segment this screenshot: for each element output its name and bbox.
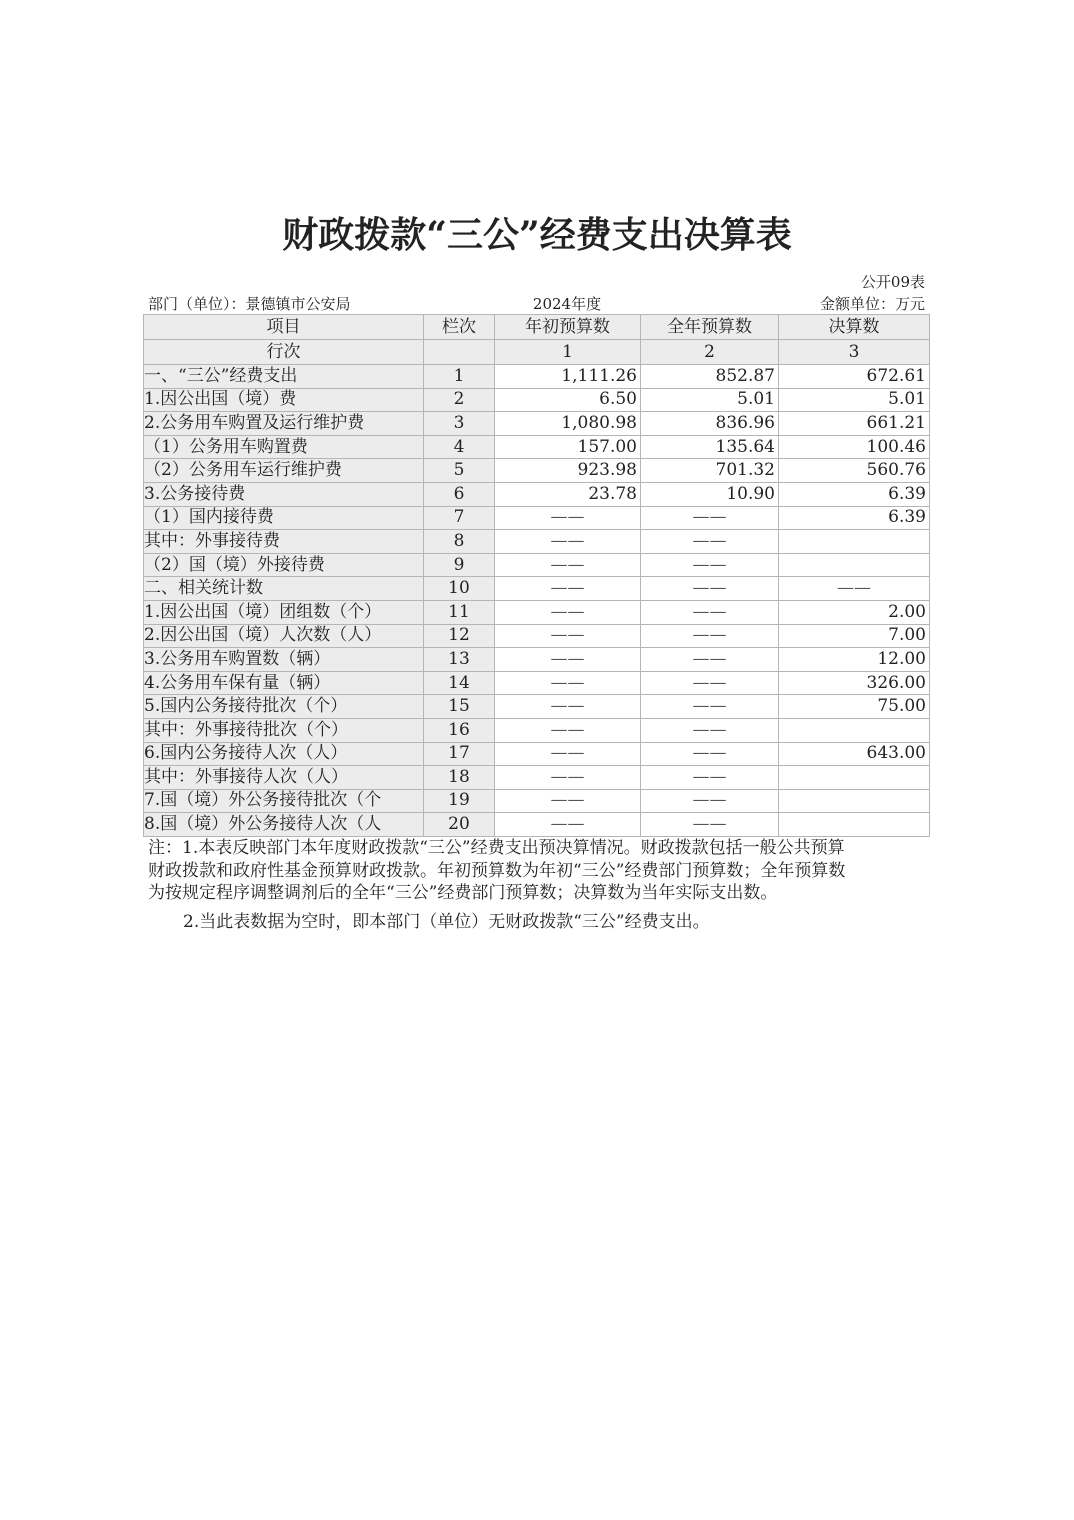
final-accounts-value: 5.01 — [779, 388, 930, 412]
notes — [148, 837, 845, 905]
full-year-budget-value: —— — [641, 624, 779, 648]
initial-budget-value: 923.98 — [495, 459, 641, 483]
row-number: 1 — [424, 365, 495, 389]
full-year-budget-value: —— — [641, 813, 779, 837]
row-number: 12 — [424, 624, 495, 648]
initial-budget-value: —— — [495, 624, 641, 648]
column-number-2: 2 — [641, 340, 779, 365]
final-accounts-value: 326.00 — [779, 671, 930, 695]
row-number: 4 — [424, 435, 495, 459]
full-year-budget-value: 852.87 — [641, 365, 779, 389]
row-number: 6 — [424, 482, 495, 506]
table-row — [144, 412, 930, 436]
full-year-budget-value: —— — [641, 506, 779, 530]
row-number: 17 — [424, 742, 495, 766]
row-number: 19 — [424, 789, 495, 813]
final-accounts-value — [779, 553, 930, 577]
row-item-label: 一、“三公”经费支出 — [144, 365, 424, 389]
row-number: 18 — [424, 766, 495, 790]
note-line: 为按规定程序调整调剂后的全年“三公”经费部门预算数；决算数为当年实际支出数。 — [148, 883, 778, 903]
row-number: 14 — [424, 671, 495, 695]
row-item-label: 4.公务用车保有量（辆） — [144, 671, 424, 695]
initial-budget-value: 1,111.26 — [495, 365, 641, 389]
full-year-budget-value: —— — [641, 577, 779, 601]
row-number: 11 — [424, 600, 495, 624]
department-label: 部门（单位）：景德镇市公安局 — [148, 295, 351, 313]
row-item-label: 其中：外事接待人次（人） — [144, 766, 424, 790]
final-accounts-value — [779, 813, 930, 837]
final-accounts-value: 12.00 — [779, 648, 930, 672]
row-item-label: 6.国内公务接待人次（人） — [144, 742, 424, 766]
table-row — [144, 695, 930, 719]
row-item-label: （2）国（境）外接待费 — [144, 553, 424, 577]
row-number: 7 — [424, 506, 495, 530]
header-item: 项目 — [144, 315, 424, 340]
table-row — [144, 671, 930, 695]
initial-budget-value: —— — [495, 789, 641, 813]
column-number-3: 3 — [779, 340, 930, 365]
table-body — [144, 365, 930, 837]
row-number: 5 — [424, 459, 495, 483]
full-year-budget-value: —— — [641, 648, 779, 672]
note-line: 财政拨款和政府性基金预算财政拨款。年初预算数为年初“三公”经费部门预算数；全年预算数 — [148, 860, 846, 881]
full-year-budget-value: —— — [641, 600, 779, 624]
note-line: 注：1.本表反映部门本年度财政拨款“三公”经费支出预决算情况。财政拨款包括一般公共预算 — [148, 838, 845, 858]
final-accounts-value — [779, 718, 930, 742]
row-number: 20 — [424, 813, 495, 837]
full-year-budget-value: 836.96 — [641, 412, 779, 436]
final-accounts-value: 7.00 — [779, 624, 930, 648]
table-row — [144, 459, 930, 483]
table-row — [144, 553, 930, 577]
initial-budget-value: —— — [495, 577, 641, 601]
row-item-label: 2.公务用车购置及运行维护费 — [144, 412, 424, 436]
initial-budget-value: —— — [495, 813, 641, 837]
table-row — [144, 388, 930, 412]
full-year-budget-value: —— — [641, 671, 779, 695]
initial-budget-value: 6.50 — [495, 388, 641, 412]
note-2: 2.当此表数据为空时，即本部门（单位）无财政拨款“三公”经费支出。 — [183, 912, 710, 932]
header-full-year-budget: 全年预算数 — [641, 315, 779, 340]
full-year-budget-value: —— — [641, 742, 779, 766]
table-row — [144, 506, 930, 530]
initial-budget-value: 1,080.98 — [495, 412, 641, 436]
initial-budget-value: —— — [495, 530, 641, 554]
full-year-budget-value: —— — [641, 766, 779, 790]
header-index-row — [144, 340, 930, 365]
table-header — [144, 315, 930, 365]
header-row — [144, 315, 930, 340]
row-item-label: 其中：外事接待费 — [144, 530, 424, 554]
row-index-label: 行次 — [144, 340, 424, 365]
row-index-blank — [424, 340, 495, 365]
table-row — [144, 624, 930, 648]
header-column-number: 栏次 — [424, 315, 495, 340]
final-accounts-value: 6.39 — [779, 482, 930, 506]
full-year-budget-value: —— — [641, 695, 779, 719]
row-item-label: 8.国（境）外公务接待人次（人 — [144, 813, 424, 837]
initial-budget-value: —— — [495, 718, 641, 742]
final-accounts-value — [779, 530, 930, 554]
expenditure-table — [143, 314, 930, 837]
row-number: 10 — [424, 577, 495, 601]
full-year-budget-value: 701.32 — [641, 459, 779, 483]
row-item-label: 3.公务用车购置数（辆） — [144, 648, 424, 672]
full-year-budget-value: 135.64 — [641, 435, 779, 459]
final-accounts-value: 560.76 — [779, 459, 930, 483]
row-item-label: 1.因公出国（境）费 — [144, 388, 424, 412]
row-number: 8 — [424, 530, 495, 554]
table-row — [144, 482, 930, 506]
row-number: 15 — [424, 695, 495, 719]
row-number: 13 — [424, 648, 495, 672]
initial-budget-value: —— — [495, 553, 641, 577]
initial-budget-value: 23.78 — [495, 482, 641, 506]
final-accounts-value: 6.39 — [779, 506, 930, 530]
header-initial-budget: 年初预算数 — [495, 315, 641, 340]
row-item-label: 5.国内公务接待批次（个） — [144, 695, 424, 719]
table-row — [144, 577, 930, 601]
row-item-label: 其中：外事接待批次（个） — [144, 718, 424, 742]
header-final-accounts: 决算数 — [779, 315, 930, 340]
final-accounts-value: 661.21 — [779, 412, 930, 436]
initial-budget-value: 157.00 — [495, 435, 641, 459]
row-item-label: 二、相关统计数 — [144, 577, 424, 601]
full-year-budget-value: 10.90 — [641, 482, 779, 506]
table-row — [144, 365, 930, 389]
full-year-budget-value: —— — [641, 553, 779, 577]
amount-unit: 金额单位：万元 — [819, 295, 925, 313]
row-item-label: （2）公务用车运行维护费 — [144, 459, 424, 483]
final-accounts-value: 75.00 — [779, 695, 930, 719]
initial-budget-value: —— — [495, 742, 641, 766]
row-item-label: （1）公务用车购置费 — [144, 435, 424, 459]
table-row — [144, 766, 930, 790]
fiscal-year: 2024年度 — [532, 295, 602, 313]
row-number: 9 — [424, 553, 495, 577]
form-number: 公开09表 — [860, 273, 925, 291]
final-accounts-value: 672.61 — [779, 365, 930, 389]
initial-budget-value: —— — [495, 648, 641, 672]
full-year-budget-value: —— — [641, 530, 779, 554]
initial-budget-value: —— — [495, 766, 641, 790]
final-accounts-value: 643.00 — [779, 742, 930, 766]
column-number-1: 1 — [495, 340, 641, 365]
table-row — [144, 813, 930, 837]
row-item-label: 2.因公出国（境）人次数（人） — [144, 624, 424, 648]
initial-budget-value: —— — [495, 695, 641, 719]
table-row — [144, 648, 930, 672]
row-item-label: 7.国（境）外公务接待批次（个 — [144, 789, 424, 813]
row-item-label: （1）国内接待费 — [144, 506, 424, 530]
row-number: 16 — [424, 718, 495, 742]
page-title: 财政拨款“三公”经费支出决算表 — [282, 214, 792, 256]
final-accounts-value — [779, 766, 930, 790]
table-row — [144, 600, 930, 624]
row-item-label: 3.公务接待费 — [144, 482, 424, 506]
final-accounts-value: 2.00 — [779, 600, 930, 624]
row-item-label: 1.因公出国（境）团组数（个） — [144, 600, 424, 624]
table-row — [144, 718, 930, 742]
row-number: 3 — [424, 412, 495, 436]
table-row — [144, 435, 930, 459]
initial-budget-value: —— — [495, 506, 641, 530]
table-row — [144, 530, 930, 554]
table-row — [144, 742, 930, 766]
row-number: 2 — [424, 388, 495, 412]
initial-budget-value: —— — [495, 600, 641, 624]
initial-budget-value: —— — [495, 671, 641, 695]
full-year-budget-value: 5.01 — [641, 388, 779, 412]
final-accounts-value: —— — [779, 577, 930, 601]
full-year-budget-value: —— — [641, 718, 779, 742]
full-year-budget-value: —— — [641, 789, 779, 813]
final-accounts-value — [779, 789, 930, 813]
table-row — [144, 789, 930, 813]
final-accounts-value: 100.46 — [779, 435, 930, 459]
